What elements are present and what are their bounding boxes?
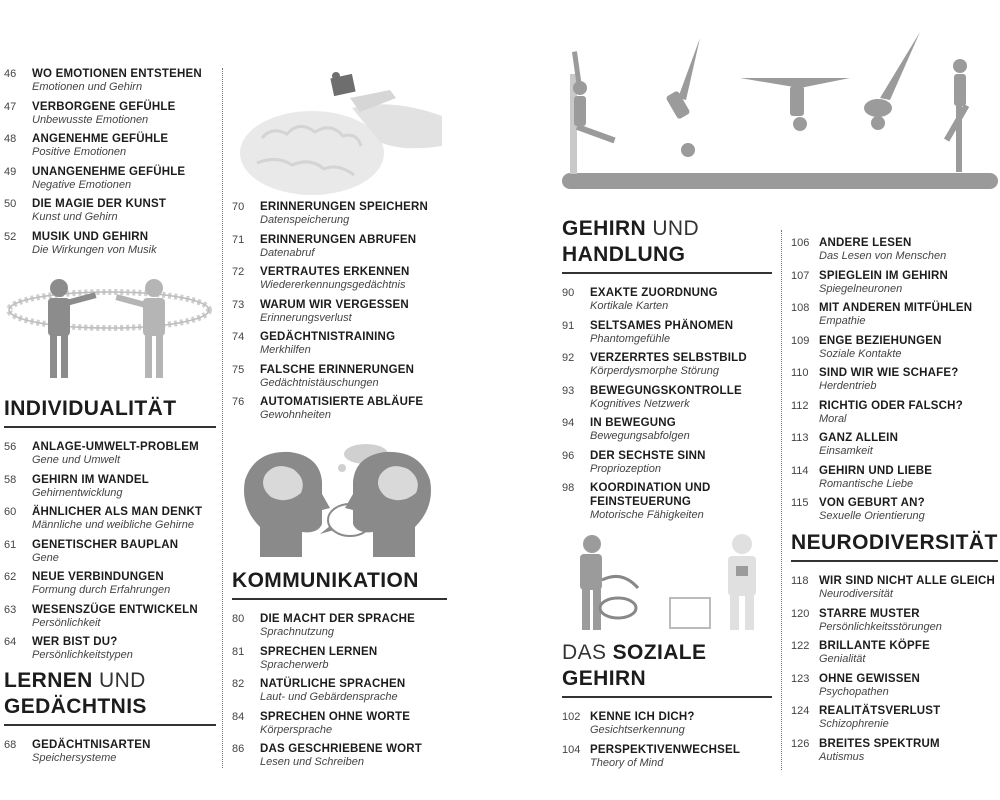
toc-entry[interactable]	[791, 496, 1000, 523]
entry-text	[590, 384, 742, 411]
toc-entry[interactable]	[791, 334, 1000, 361]
entry-text	[819, 704, 940, 731]
entry-subtitle: Kognitives Netzwerk	[590, 397, 690, 410]
entry-text	[590, 286, 718, 313]
toc-entry[interactable]	[232, 200, 447, 227]
entry-text	[819, 334, 942, 361]
heading-text: NEURODIVERSITÄT	[791, 531, 998, 554]
entry-title: DIE MAGIE DER KUNST	[32, 198, 167, 210]
page-number: 63	[4, 603, 17, 616]
page-number: 120	[791, 607, 810, 620]
entry-title: ANGENEHME GEFÜHLE	[32, 133, 169, 145]
entry-list	[791, 236, 1000, 523]
page-number: 73	[232, 298, 245, 311]
entry-title: WER BIST DU?	[32, 636, 118, 648]
section-heading	[4, 668, 216, 726]
page-number: 122	[791, 640, 810, 652]
column-4	[791, 236, 1000, 529]
entry-subtitle: Gesichtserkennung	[590, 724, 685, 736]
entry-title: ENGE BEZIEHUNGEN	[819, 334, 942, 347]
entry-subtitle: Autismus	[819, 750, 865, 763]
entry-text	[260, 200, 428, 227]
entry-title: ERINNERUNGEN SPEICHERN	[260, 201, 428, 213]
page-number: 107	[791, 269, 810, 282]
entry-list	[4, 440, 216, 662]
toc-entry[interactable]	[791, 236, 1000, 263]
page-number: 46	[4, 68, 17, 80]
entry-title: KOORDINATION UND FEINSTEUERUNG	[590, 482, 711, 508]
section-heading	[791, 530, 998, 562]
entry-list	[562, 286, 772, 522]
entry-text	[590, 351, 747, 378]
page-number: 62	[4, 571, 17, 583]
entry-subtitle: Persönlichkeitstypen	[32, 649, 133, 661]
toc-entry[interactable]	[4, 230, 216, 257]
entry-subtitle: Formung durch Erfahrungen	[32, 584, 171, 596]
heading-text: INDIVIDUALITÄT	[4, 397, 177, 420]
entry-text	[819, 737, 940, 764]
entry-title: REALITÄTSVERLUST	[819, 705, 941, 717]
entry-subtitle: Merkhilfen	[260, 344, 311, 356]
entry-text	[590, 481, 711, 522]
toc-entry[interactable]	[232, 265, 447, 292]
entry-subtitle: Sexuelle Orientierung	[819, 510, 925, 522]
entry-text	[260, 395, 423, 422]
heading-text: DAS	[562, 641, 607, 664]
entry-subtitle: Laut- und Gebärdensprache	[260, 691, 398, 703]
entry-subtitle: Negative Emotionen	[32, 178, 132, 191]
entry-text	[819, 301, 972, 328]
section-heading	[562, 640, 772, 698]
toc-entry[interactable]	[232, 395, 447, 422]
page-number: 126	[791, 737, 810, 750]
toc-entry[interactable]	[4, 473, 216, 500]
entry-text	[590, 319, 733, 346]
people-gift-illustration	[570, 532, 780, 632]
entry-subtitle: Körperdysmorphe Störung	[590, 365, 720, 377]
toc-entry[interactable]	[791, 399, 1000, 426]
entry-subtitle: Spiegelneuronen	[819, 282, 903, 295]
entry-text	[819, 639, 930, 666]
entry-title: RICHTIG ODER FALSCH?	[819, 399, 963, 412]
page-number: 109	[791, 334, 810, 347]
page-number: 118	[791, 575, 809, 587]
page-number: 102	[562, 711, 581, 723]
entry-subtitle: Romantische Liebe	[819, 477, 914, 490]
section-handlung	[562, 216, 772, 528]
page-number: 98	[562, 482, 575, 494]
entry-text	[260, 363, 414, 390]
entry-title: IN BEWEGUNG	[590, 417, 676, 429]
page-number: 92	[562, 352, 575, 364]
page-number: 75	[232, 363, 245, 376]
entry-title: DAS GESCHRIEBENE WORT	[260, 743, 423, 755]
entry-list	[4, 67, 216, 257]
page-number: 58	[4, 473, 17, 486]
heading-text: UND	[652, 217, 700, 240]
entry-text	[32, 230, 157, 257]
heading-text: UND	[99, 669, 146, 692]
entry-list	[562, 710, 772, 770]
entry-text	[590, 710, 695, 737]
entry-subtitle: Persönlichkeit	[32, 616, 101, 629]
entry-title: STARRE MUSTER	[819, 607, 920, 620]
entry-text	[819, 399, 963, 426]
toc-entry[interactable]	[791, 704, 998, 731]
entry-title: PERSPEKTIVENWECHSEL	[590, 743, 741, 756]
entry-text	[260, 233, 416, 260]
entry-text	[260, 265, 409, 292]
entry-text	[260, 330, 395, 357]
entry-subtitle: Herdentrieb	[819, 380, 877, 392]
entry-title: NATÜRLICHE SPRACHEN	[260, 678, 406, 690]
page-number: 76	[232, 396, 245, 408]
entry-subtitle: Gedächtnistäuschungen	[260, 376, 379, 389]
entry-title: BREITES SPEKTRUM	[819, 737, 940, 750]
entry-text	[590, 743, 740, 770]
entry-subtitle: Phantomgefühle	[590, 332, 671, 345]
entry-subtitle: Gene und Umwelt	[32, 454, 121, 466]
page-number: 113	[791, 432, 809, 444]
toc-entry[interactable]	[4, 505, 216, 532]
entry-text	[819, 464, 932, 491]
page-number: 50	[4, 198, 17, 210]
entry-title: WIR SIND NICHT ALLE GLEICH	[819, 575, 995, 587]
entry-text	[260, 298, 409, 325]
entry-title: MUSIK UND GEHIRN	[32, 230, 149, 243]
heading-text: GEHIRN	[562, 667, 647, 690]
entry-title: SPRECHEN LERNEN	[260, 645, 378, 658]
toc-entry[interactable]	[562, 743, 772, 770]
entry-subtitle: Die Wirkungen von Musik	[32, 243, 157, 256]
entry-subtitle: Gehirnentwicklung	[32, 486, 123, 499]
entry-title: KENNE ICH DICH?	[590, 711, 695, 723]
toc-entry[interactable]	[232, 298, 447, 325]
entry-text	[260, 710, 410, 737]
toc-entry[interactable]	[4, 165, 216, 192]
entry-title: SPRECHEN OHNE WORTE	[260, 710, 411, 723]
entry-list	[4, 738, 216, 765]
page-number: 108	[791, 302, 810, 314]
entry-text	[32, 197, 166, 224]
entry-text	[32, 635, 133, 662]
entry-text	[260, 612, 415, 639]
toc-entry[interactable]	[791, 464, 1000, 491]
heads-speech-illustration	[230, 440, 445, 565]
page-number: 71	[232, 233, 245, 246]
toc-entry[interactable]	[562, 384, 772, 411]
entry-text	[32, 67, 202, 94]
entry-subtitle: Unbewusste Emotionen	[32, 113, 149, 126]
entry-title: NEUE VERBINDUNGEN	[32, 571, 164, 583]
entry-text	[32, 473, 149, 500]
entry-title: AUTOMATISIERTE ABLÄUFE	[260, 396, 424, 408]
column-2	[232, 200, 447, 428]
entry-subtitle: Theory of Mind	[590, 756, 664, 769]
entry-title: DER SECHSTE SINN	[590, 449, 706, 462]
toc-entry[interactable]	[4, 603, 216, 630]
toc-entry[interactable]	[4, 132, 216, 159]
entry-title: VERZERRTES SELBSTBILD	[590, 352, 747, 364]
entry-text	[32, 100, 176, 127]
entry-subtitle: Gene	[32, 551, 59, 564]
entry-subtitle: Kortikale Karten	[590, 300, 669, 312]
entry-subtitle: Sprachnutzung	[260, 626, 334, 638]
page-number: 115	[791, 497, 809, 509]
heading-text: GEHIRN	[562, 217, 647, 240]
entry-subtitle: Persönlichkeitsstörungen	[819, 620, 942, 633]
page-number: 114	[791, 464, 809, 477]
page-number: 80	[232, 613, 245, 625]
entry-subtitle: Schizophrenie	[819, 718, 889, 730]
entry-subtitle: Datenspeicherung	[260, 214, 350, 226]
entry-text	[32, 505, 202, 532]
page-number: 72	[232, 266, 245, 278]
section-kommunikation	[232, 568, 447, 775]
toc-entry[interactable]	[791, 431, 1000, 458]
toc-entry[interactable]	[791, 672, 998, 699]
entry-text	[590, 449, 706, 476]
page-number: 48	[4, 133, 17, 145]
toc-entry[interactable]	[791, 366, 1000, 393]
entry-title: GEHIRN IM WANDEL	[32, 473, 149, 486]
entry-title: GENETISCHER BAUPLAN	[32, 538, 179, 551]
page-number: 52	[4, 230, 17, 243]
entry-title: BEWEGUNGSKONTROLLE	[590, 384, 742, 397]
entry-title: GEDÄCHTNISARTEN	[32, 739, 151, 751]
entry-title: SELTSAMES PHÄNOMEN	[590, 319, 734, 332]
toc-entry[interactable]	[232, 742, 447, 769]
entry-title: UNANGENEHME GEFÜHLE	[32, 165, 186, 178]
entry-title: BRILLANTE KÖPFE	[819, 640, 930, 652]
toc-entry[interactable]	[562, 710, 772, 737]
page-number: 90	[562, 287, 575, 299]
page-number: 64	[4, 636, 17, 648]
toc-entry[interactable]	[791, 301, 1000, 328]
toc-entry[interactable]	[562, 286, 772, 313]
entry-subtitle: Erinnerungsverlust	[260, 311, 352, 324]
section-heading	[4, 396, 216, 428]
toc-entry[interactable]	[562, 449, 772, 476]
entry-title: SIND WIR WIE SCHAFE?	[819, 367, 959, 379]
toc-entry[interactable]	[791, 574, 998, 601]
entry-title: GEDÄCHTNISTRAINING	[260, 331, 396, 343]
page-number: 112	[791, 399, 809, 412]
entry-subtitle: Psychopathen	[819, 685, 889, 698]
toc-entry[interactable]	[4, 635, 216, 662]
entry-title: ANDERE LESEN	[819, 237, 912, 249]
entry-title: ANLAGE-UMWELT-PROBLEM	[32, 441, 199, 453]
entry-text	[819, 496, 925, 523]
entry-subtitle: Spracherwerb	[260, 658, 329, 671]
entry-title: VERBORGENE GEFÜHLE	[32, 100, 176, 113]
entry-subtitle: Propriozeption	[590, 462, 661, 475]
entry-text	[32, 165, 185, 192]
page-number: 47	[4, 100, 17, 113]
entry-subtitle: Empathie	[819, 315, 866, 327]
page-number: 96	[562, 449, 575, 462]
toc-entry[interactable]	[4, 570, 216, 597]
page-number: 84	[232, 710, 245, 723]
entry-text	[32, 132, 168, 159]
toc-entry[interactable]	[232, 330, 447, 357]
entry-subtitle: Männliche und weibliche Gehirne	[32, 519, 195, 531]
entry-subtitle: Körpersprache	[260, 723, 333, 736]
entry-text	[260, 677, 405, 704]
entry-text	[260, 645, 377, 672]
entry-subtitle: Lesen und Schreiben	[260, 756, 364, 768]
toc-entry[interactable]	[232, 645, 447, 672]
entry-subtitle: Motorische Fähigkeiten	[590, 509, 704, 521]
page-number: 82	[232, 678, 245, 690]
toc-entry[interactable]	[232, 233, 447, 260]
entry-list	[232, 200, 447, 422]
entry-text	[32, 603, 198, 630]
entry-title: WESENSZÜGE ENTWICKELN	[32, 603, 198, 616]
entry-subtitle: Genialität	[819, 653, 866, 665]
page-number: 104	[562, 743, 581, 756]
page-number: 123	[791, 672, 810, 685]
entry-list	[232, 612, 447, 769]
entry-subtitle: Neurodiversität	[819, 588, 893, 600]
toc-entry[interactable]	[562, 351, 772, 378]
column-divider-left	[222, 68, 223, 768]
page-number: 94	[562, 417, 575, 429]
entry-subtitle: Emotionen und Gehirn	[32, 81, 143, 93]
toc-entry[interactable]	[4, 100, 216, 127]
entry-title: VON GEBURT AN?	[819, 497, 925, 509]
dna-people-illustration	[4, 270, 214, 380]
entry-text	[32, 538, 178, 565]
page-number: 124	[791, 705, 810, 717]
section-heading	[562, 216, 772, 274]
entry-subtitle: Positive Emotionen	[32, 146, 127, 158]
page-number: 106	[791, 237, 810, 249]
page-number: 61	[4, 538, 17, 551]
entry-text	[819, 672, 920, 699]
page-number: 81	[232, 645, 245, 658]
page-number: 68	[4, 739, 17, 751]
entry-title: GANZ ALLEIN	[819, 432, 899, 444]
entry-subtitle: Speichersysteme	[32, 752, 117, 764]
toc-entry[interactable]	[791, 607, 998, 634]
toc-entry[interactable]	[232, 612, 447, 639]
toc-entry[interactable]	[791, 639, 998, 666]
entry-text	[590, 416, 690, 443]
entry-title: DIE MACHT DER SPRACHE	[260, 613, 415, 625]
entry-text	[32, 440, 199, 467]
entry-text	[819, 607, 942, 634]
brain-puzzle-illustration	[232, 68, 447, 198]
entry-subtitle: Wiedererkennungsgedächtnis	[260, 279, 406, 291]
toc-entry[interactable]	[562, 481, 772, 522]
gymnast-beam-illustration	[560, 28, 1000, 193]
heading-text: KOMMUNIKATION	[232, 569, 419, 592]
page-number: 49	[4, 165, 17, 178]
column-1	[4, 67, 216, 262]
entry-title: ERINNERUNGEN ABRUFEN	[260, 233, 417, 246]
section-neurodiversitaet	[791, 530, 998, 769]
entry-title: SPIEGLEIN IM GEHIRN	[819, 269, 949, 282]
entry-title: OHNE GEWISSEN	[819, 672, 921, 685]
entry-subtitle: Soziale Kontakte	[819, 347, 902, 360]
toc-entry[interactable]	[4, 67, 216, 94]
entry-title: MIT ANDEREN MITFÜHLEN	[819, 302, 973, 314]
entry-text	[819, 574, 995, 601]
toc-entry[interactable]	[4, 197, 216, 224]
entry-title: GEHIRN UND LIEBE	[819, 464, 933, 477]
page-number: 110	[791, 367, 809, 379]
toc-entry[interactable]	[232, 677, 447, 704]
toc-entry[interactable]	[4, 738, 216, 765]
entry-text	[819, 269, 948, 296]
entry-text	[819, 431, 898, 458]
entry-text	[260, 742, 422, 769]
page-number: 70	[232, 201, 245, 213]
entry-title: EXAKTE ZUORDNUNG	[590, 287, 718, 299]
entry-subtitle: Gewohnheiten	[260, 409, 331, 421]
heading-text: LERNEN	[4, 669, 93, 692]
entry-text	[32, 570, 170, 597]
heading-text: SOZIALE	[612, 641, 707, 664]
entry-subtitle: Kunst und Gehirn	[32, 211, 118, 223]
entry-list	[791, 574, 998, 764]
toc-entry[interactable]	[4, 538, 216, 565]
page-number: 86	[232, 743, 245, 755]
page-number: 56	[4, 441, 17, 453]
section-sozial	[562, 640, 772, 775]
page-number: 74	[232, 331, 245, 343]
section-lernen	[4, 668, 216, 771]
entry-title: WARUM WIR VERGESSEN	[260, 298, 409, 311]
entry-text	[819, 236, 946, 263]
toc-entry[interactable]	[791, 269, 1000, 296]
heading-text: HANDLUNG	[562, 243, 686, 266]
toc-entry[interactable]	[791, 737, 998, 764]
entry-subtitle: Das Lesen von Menschen	[819, 250, 947, 262]
entry-title: ÄHNLICHER ALS MAN DENKT	[32, 506, 203, 518]
toc-entry[interactable]	[232, 710, 447, 737]
entry-text	[32, 738, 151, 765]
entry-subtitle: Moral	[819, 412, 847, 425]
page-number: 60	[4, 506, 17, 518]
entry-title: VERTRAUTES ERKENNEN	[260, 266, 410, 278]
toc-entry[interactable]	[232, 363, 447, 390]
page-number: 91	[562, 319, 575, 332]
entry-subtitle: Bewegungsabfolgen	[590, 430, 690, 442]
section-heading	[232, 568, 447, 600]
heading-text: GEDÄCHTNIS	[4, 695, 147, 718]
toc-entry[interactable]	[4, 440, 216, 467]
page-number: 93	[562, 384, 575, 397]
entry-text	[819, 366, 958, 393]
toc-entry[interactable]	[562, 416, 772, 443]
entry-title: WO EMOTIONEN ENTSTEHEN	[32, 68, 202, 80]
column-divider-right	[781, 230, 782, 770]
entry-title: FALSCHE ERINNERUNGEN	[260, 363, 415, 376]
toc-entry[interactable]	[562, 319, 772, 346]
entry-subtitle: Einsamkeit	[819, 445, 873, 457]
entry-subtitle: Datenabruf	[260, 246, 315, 259]
section-individualitaet	[4, 396, 216, 668]
